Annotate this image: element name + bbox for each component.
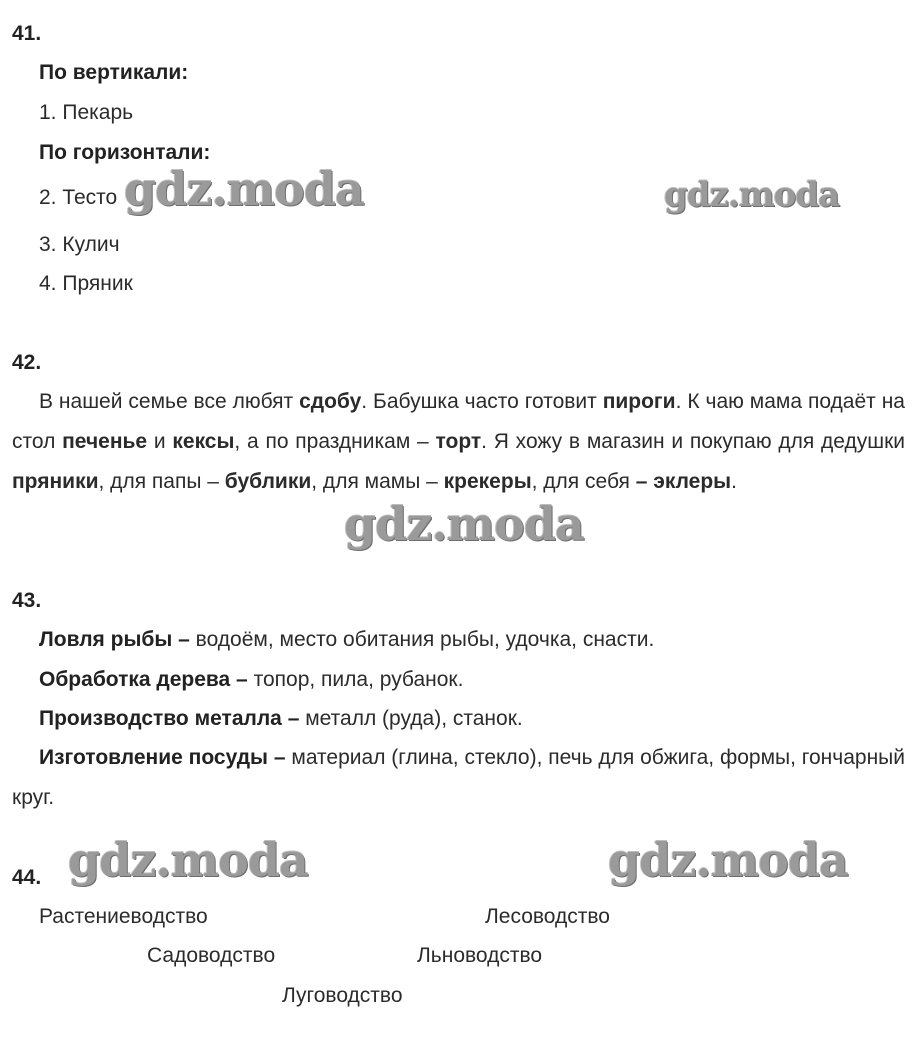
text-fragment: . Я хожу в магазин и покупаю для дедушки <box>481 430 905 453</box>
text-fragment: и <box>147 430 173 453</box>
bold-word: пироги <box>602 390 676 413</box>
horizontal-heading: По горизонтали: <box>39 141 211 164</box>
text-fragment: , для мамы – <box>311 470 444 493</box>
exercise-44-number: 44. <box>12 866 42 889</box>
bold-word: сдобу <box>299 390 362 413</box>
bold-word: пряники <box>12 470 99 493</box>
item-text: водоём, место обитания рыбы, удочка, снасти. <box>189 628 655 651</box>
text-fragment: , для папы – <box>98 470 225 493</box>
item-text: топор, пила, рубанок. <box>247 668 464 691</box>
item-text: материал (глина, стекло), печь для обжига, формы, гончарный круг. <box>12 746 905 809</box>
bold-word: печенье <box>62 430 148 453</box>
text-fragment: . <box>731 470 737 493</box>
bold-word: кексы <box>172 430 235 453</box>
item-term: Производство металла – <box>39 707 300 730</box>
text-fragment: . К чаю мама подаёт на стол <box>12 390 905 453</box>
text-fragment: В нашей семье все любят <box>39 390 300 413</box>
bold-word: торт <box>435 430 482 453</box>
watermark-logo: gdz.moda <box>608 833 848 887</box>
watermark-logo: gdz.moda <box>68 833 308 887</box>
exercise-43-item <box>39 668 463 692</box>
bold-word: – эклеры <box>635 470 732 493</box>
word-gardening: Садоводство <box>147 944 276 967</box>
item-term: Обработка дерева – <box>39 668 248 691</box>
word-plant-growing: Растениеводство <box>39 905 208 928</box>
item-text: металл (руда), станок. <box>299 707 523 730</box>
exercise-43-number: 43. <box>12 589 42 612</box>
exercise-42-number: 42. <box>12 351 42 374</box>
item-term: Ловля рыбы – <box>39 628 190 651</box>
exercise-43-item <box>12 738 905 818</box>
exercise-42-paragraph <box>12 382 905 502</box>
text-fragment: . Бабушка часто готовит <box>361 390 603 413</box>
exercise-43-item <box>39 707 523 731</box>
text-fragment: , а по праздникам – <box>234 430 436 453</box>
word-meadow-farming: Луговодство <box>282 984 403 1007</box>
word-flax-growing: Льноводство <box>417 944 543 967</box>
watermark-logo: gdz.moda <box>664 175 840 215</box>
horizontal-answer-4: 4. Пряник <box>39 272 133 295</box>
vertical-answer-1: 1. Пекарь <box>39 101 134 124</box>
horizontal-answer-2: 2. Тесто <box>39 186 118 209</box>
exercise-43-item <box>39 628 654 652</box>
text-fragment: , для себя <box>531 470 636 493</box>
word-forestry: Лесоводство <box>485 905 610 928</box>
horizontal-answer-3: 3. Кулич <box>39 233 120 256</box>
bold-word: крекеры <box>443 470 532 493</box>
watermark-logo: gdz.moda <box>124 162 364 216</box>
vertical-heading: По вертикали: <box>39 61 189 84</box>
bold-word: бублики <box>224 470 312 493</box>
exercise-41-number: 41. <box>12 22 42 45</box>
item-term: Изготовление посуды – <box>39 746 286 769</box>
watermark-logo: gdz.moda <box>344 497 584 551</box>
